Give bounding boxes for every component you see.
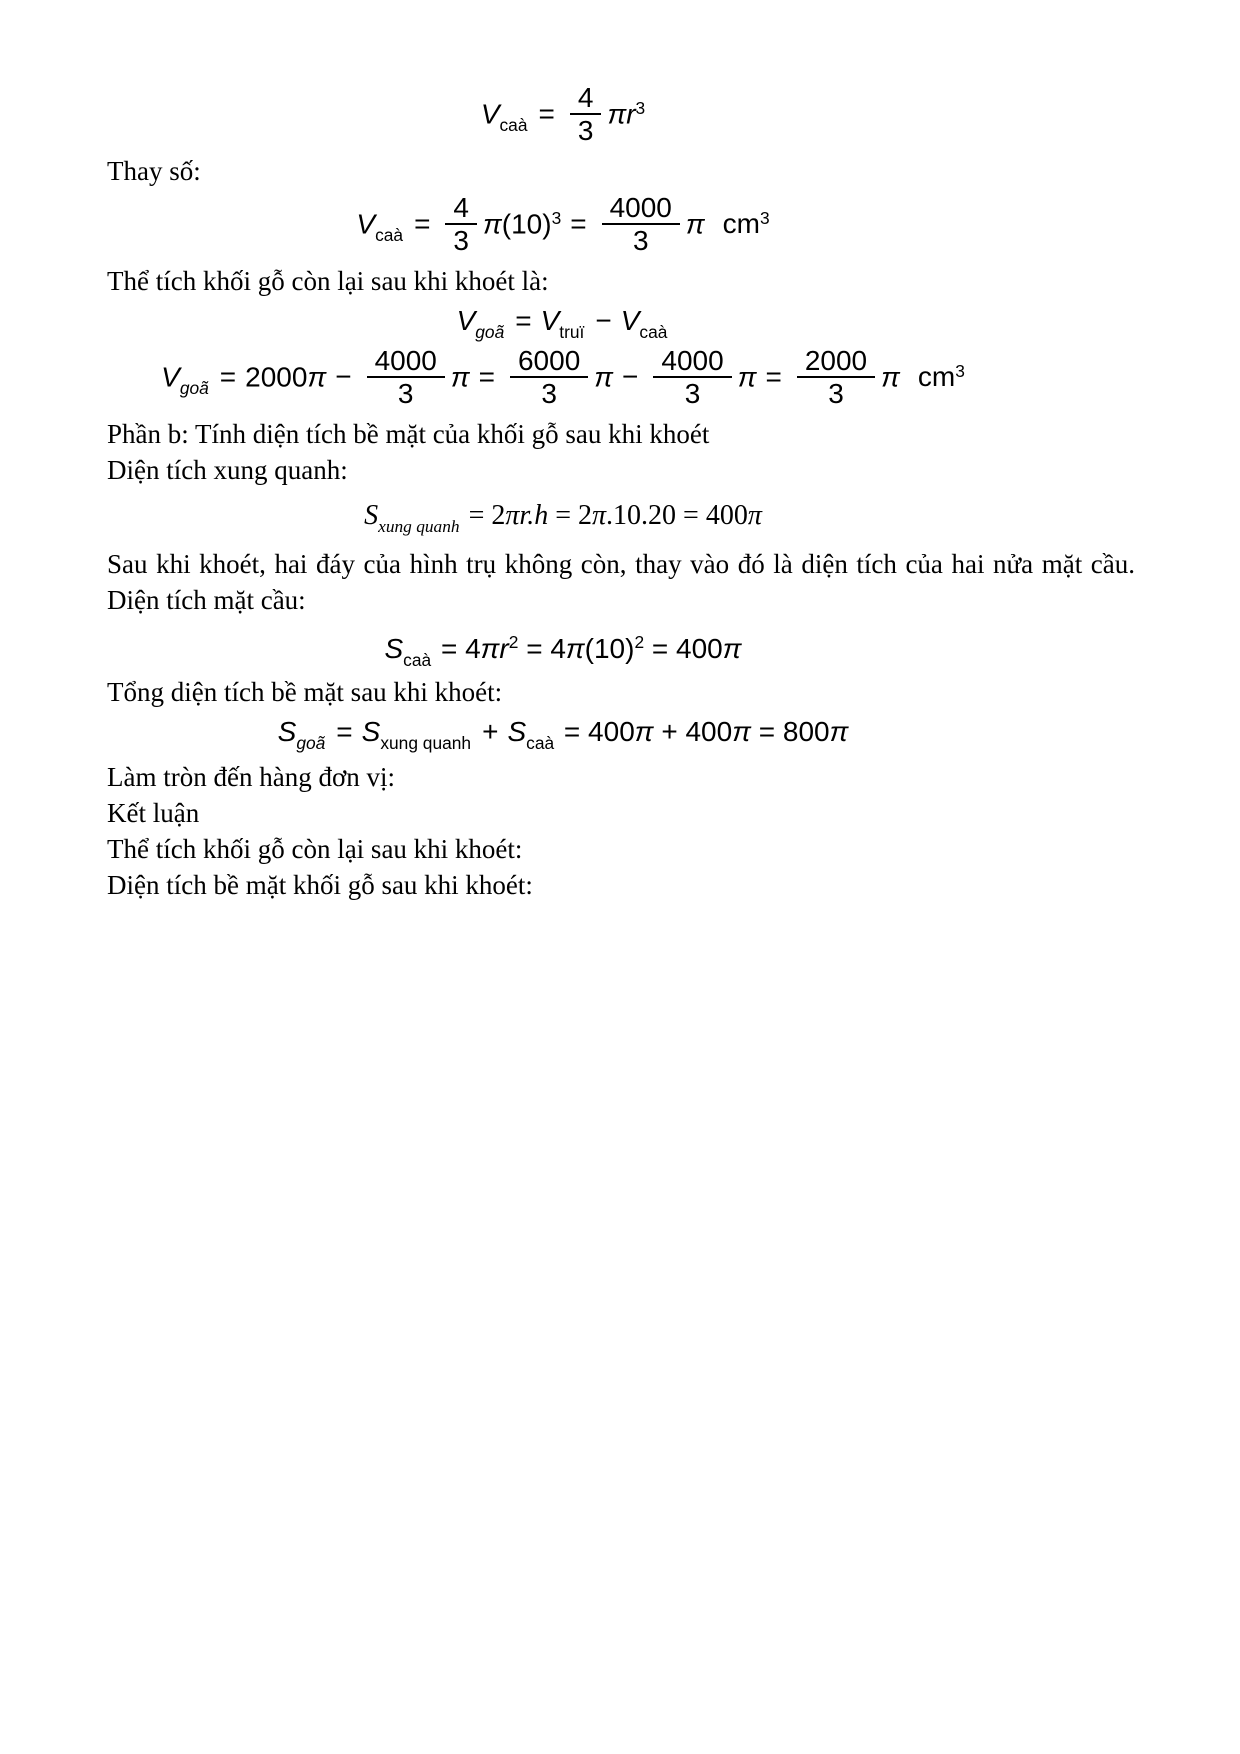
eq3-variable-2: V: [540, 305, 560, 336]
eq3-subscript-3: caà: [639, 321, 668, 342]
eq3-equals: =: [515, 305, 532, 336]
eq2-variable: V: [356, 208, 376, 240]
eq4-pi-2: π: [450, 361, 470, 393]
label-ket-luan: Kết luận: [107, 798, 200, 828]
eq4-term-2000: 2000: [245, 361, 308, 393]
paragraph-sau-khi-khoet: Sau khi khoét, hai đáy của hình trụ không còn, thay vào đó là diện tích của hai nửa mặt cầu. Diện tích mặt cầu:: [107, 549, 1135, 615]
eq5-pi-2: π: [592, 500, 607, 531]
eq4-pi-4: π: [737, 361, 757, 393]
eq4-pi-1: π: [307, 361, 327, 393]
eq3-subscript-1: goã: [475, 321, 505, 342]
eq4-subscript: goã: [179, 378, 209, 399]
eq4-unit: cm: [917, 361, 956, 393]
eq2-subscript: caà: [375, 225, 404, 246]
eq4-fraction-4: [797, 345, 875, 409]
eq4-equals-2: =: [478, 361, 495, 393]
eq7-part-2: + 400: [661, 716, 733, 747]
eq4-numerator-4: 2000: [797, 345, 875, 378]
eq3-variable-3: V: [620, 305, 640, 336]
eq3-subscript-2: truï: [559, 321, 585, 342]
eq4-unit-exponent: 3: [955, 360, 965, 381]
eq6-pi-3: π: [722, 633, 742, 664]
eq7-subscript-3: caà: [526, 732, 555, 753]
eq1-exponent: 3: [635, 97, 646, 118]
label-phan-b: Phần b: Tính diện tích bề mặt của khối gỗ sau khi khoét: [107, 419, 710, 449]
eq6-term-1: = 4: [440, 633, 481, 664]
eq7-subscript-2: xung quanh: [380, 732, 472, 753]
eq1-variable: V: [480, 98, 500, 130]
eq6-exponent-2: 2: [634, 632, 645, 653]
eq5-part-2: = 2: [555, 500, 593, 531]
formula-sphere-area: [107, 632, 1135, 669]
eq4-minus-2: −: [622, 361, 639, 393]
eq4-denominator-4: 3: [828, 378, 844, 409]
label-dien-tich-ket-luan: Diện tích bề mặt khối gỗ sau khi khoét:: [107, 870, 533, 900]
eq6-subscript: caà: [403, 649, 432, 670]
eq2-equals-1: =: [414, 208, 431, 240]
eq4-pi-3: π: [594, 361, 614, 393]
formula-sphere-volume: [107, 84, 1135, 148]
eq2-fraction-2: [602, 192, 680, 256]
eq4-numerator-1: 4000: [367, 345, 445, 378]
eq5-subscript: xung quanh: [378, 516, 460, 536]
eq4-denominator-2: 3: [541, 378, 557, 409]
eq7-plus: +: [482, 716, 499, 747]
formula-volume-difference: [107, 304, 1135, 341]
eq4-numerator-3: 4000: [653, 345, 731, 378]
eq7-pi-2: π: [732, 716, 751, 747]
eq1-numerator: 4: [570, 82, 602, 115]
eq4-pi-5: π: [881, 361, 900, 393]
eq5-part-1: = 2: [468, 500, 506, 531]
eq7-variable-3: S: [507, 716, 527, 747]
eq2-fraction-1: [445, 192, 477, 256]
label-tong-dien-tich: Tổng diện tích bề mặt sau khi khoét:: [107, 677, 503, 707]
label-dien-tich-xung-quanh: Diện tích xung quanh:: [107, 455, 348, 485]
eq7-pi-3: π: [829, 716, 849, 747]
eq7-variable-2: S: [361, 716, 381, 747]
eq4-denominator-3: 3: [684, 378, 701, 409]
label-lam-tron: Làm tròn đến hàng đơn vị:: [107, 762, 395, 792]
eq3-minus: −: [595, 305, 612, 336]
eq6-term-3: = 400: [651, 633, 723, 664]
eq6-variable: S: [384, 633, 404, 664]
formula-sphere-volume-numeric: [107, 194, 1135, 258]
eq4-numerator-2: 6000: [510, 345, 588, 378]
eq1-fraction: [570, 82, 602, 146]
eq5-variable: S: [364, 500, 379, 531]
eq6-term-2: = 4: [526, 633, 566, 664]
eq7-pi-1: π: [634, 716, 654, 747]
formula-total-area: [107, 715, 1135, 752]
eq4-denominator-1: 3: [397, 378, 414, 409]
eq1-denominator: 3: [577, 115, 594, 146]
eq7-part-1: = 400: [563, 716, 635, 747]
eq7-variable-1: S: [277, 716, 297, 747]
eq2-exponent-1: 3: [551, 207, 562, 228]
eq5-pi-r-h: πr.h: [505, 500, 549, 531]
eq1-pi-r: πr: [607, 98, 636, 130]
eq5-part-3: .10.20 = 400: [606, 500, 748, 531]
eq4-fraction-2: [510, 345, 588, 409]
eq2-pi-2: π: [685, 208, 705, 240]
eq7-equals: =: [336, 716, 353, 747]
eq5-pi-3: π: [747, 500, 762, 531]
eq4-fraction-1: [367, 345, 445, 409]
eq2-denominator-1: 3: [453, 225, 469, 256]
eq2-unit: cm: [722, 208, 760, 240]
eq7-part-3: = 800: [758, 716, 830, 747]
eq4-equals-3: =: [765, 361, 782, 393]
eq6-pi-2: π: [565, 633, 585, 664]
eq2-numerator-1: 4: [445, 192, 477, 225]
eq6-paren: (10): [584, 633, 635, 664]
label-thay-so: Thay số:: [107, 156, 201, 186]
formula-lateral-area: [107, 499, 1135, 536]
eq2-unit-exponent: 3: [759, 207, 770, 228]
eq4-variable: V: [161, 361, 180, 393]
eq6-pi-r: πr: [480, 633, 509, 664]
eq6-exponent-1: 2: [508, 632, 519, 653]
eq4-fraction-3: [653, 345, 731, 409]
eq2-denominator-2: 3: [632, 225, 649, 256]
eq2-paren: (10): [501, 208, 552, 240]
eq1-equals: =: [538, 98, 555, 130]
formula-volume-difference-numeric: [107, 347, 1135, 411]
eq7-subscript-1: goã: [296, 732, 326, 753]
eq2-numerator-2: 4000: [602, 192, 680, 225]
label-the-tich-ket-luan: Thể tích khối gỗ còn lại sau khi khoét:: [107, 834, 523, 864]
eq2-equals-2: =: [570, 208, 587, 240]
eq4-minus-1: −: [335, 361, 352, 393]
eq1-subscript: caà: [499, 115, 528, 136]
eq3-variable-1: V: [456, 305, 476, 336]
label-the-tich-con-lai: Thể tích khối gỗ còn lại sau khi khoét là:: [107, 266, 549, 296]
eq2-pi-1: π: [483, 208, 502, 240]
eq4-equals-1: =: [219, 361, 237, 393]
